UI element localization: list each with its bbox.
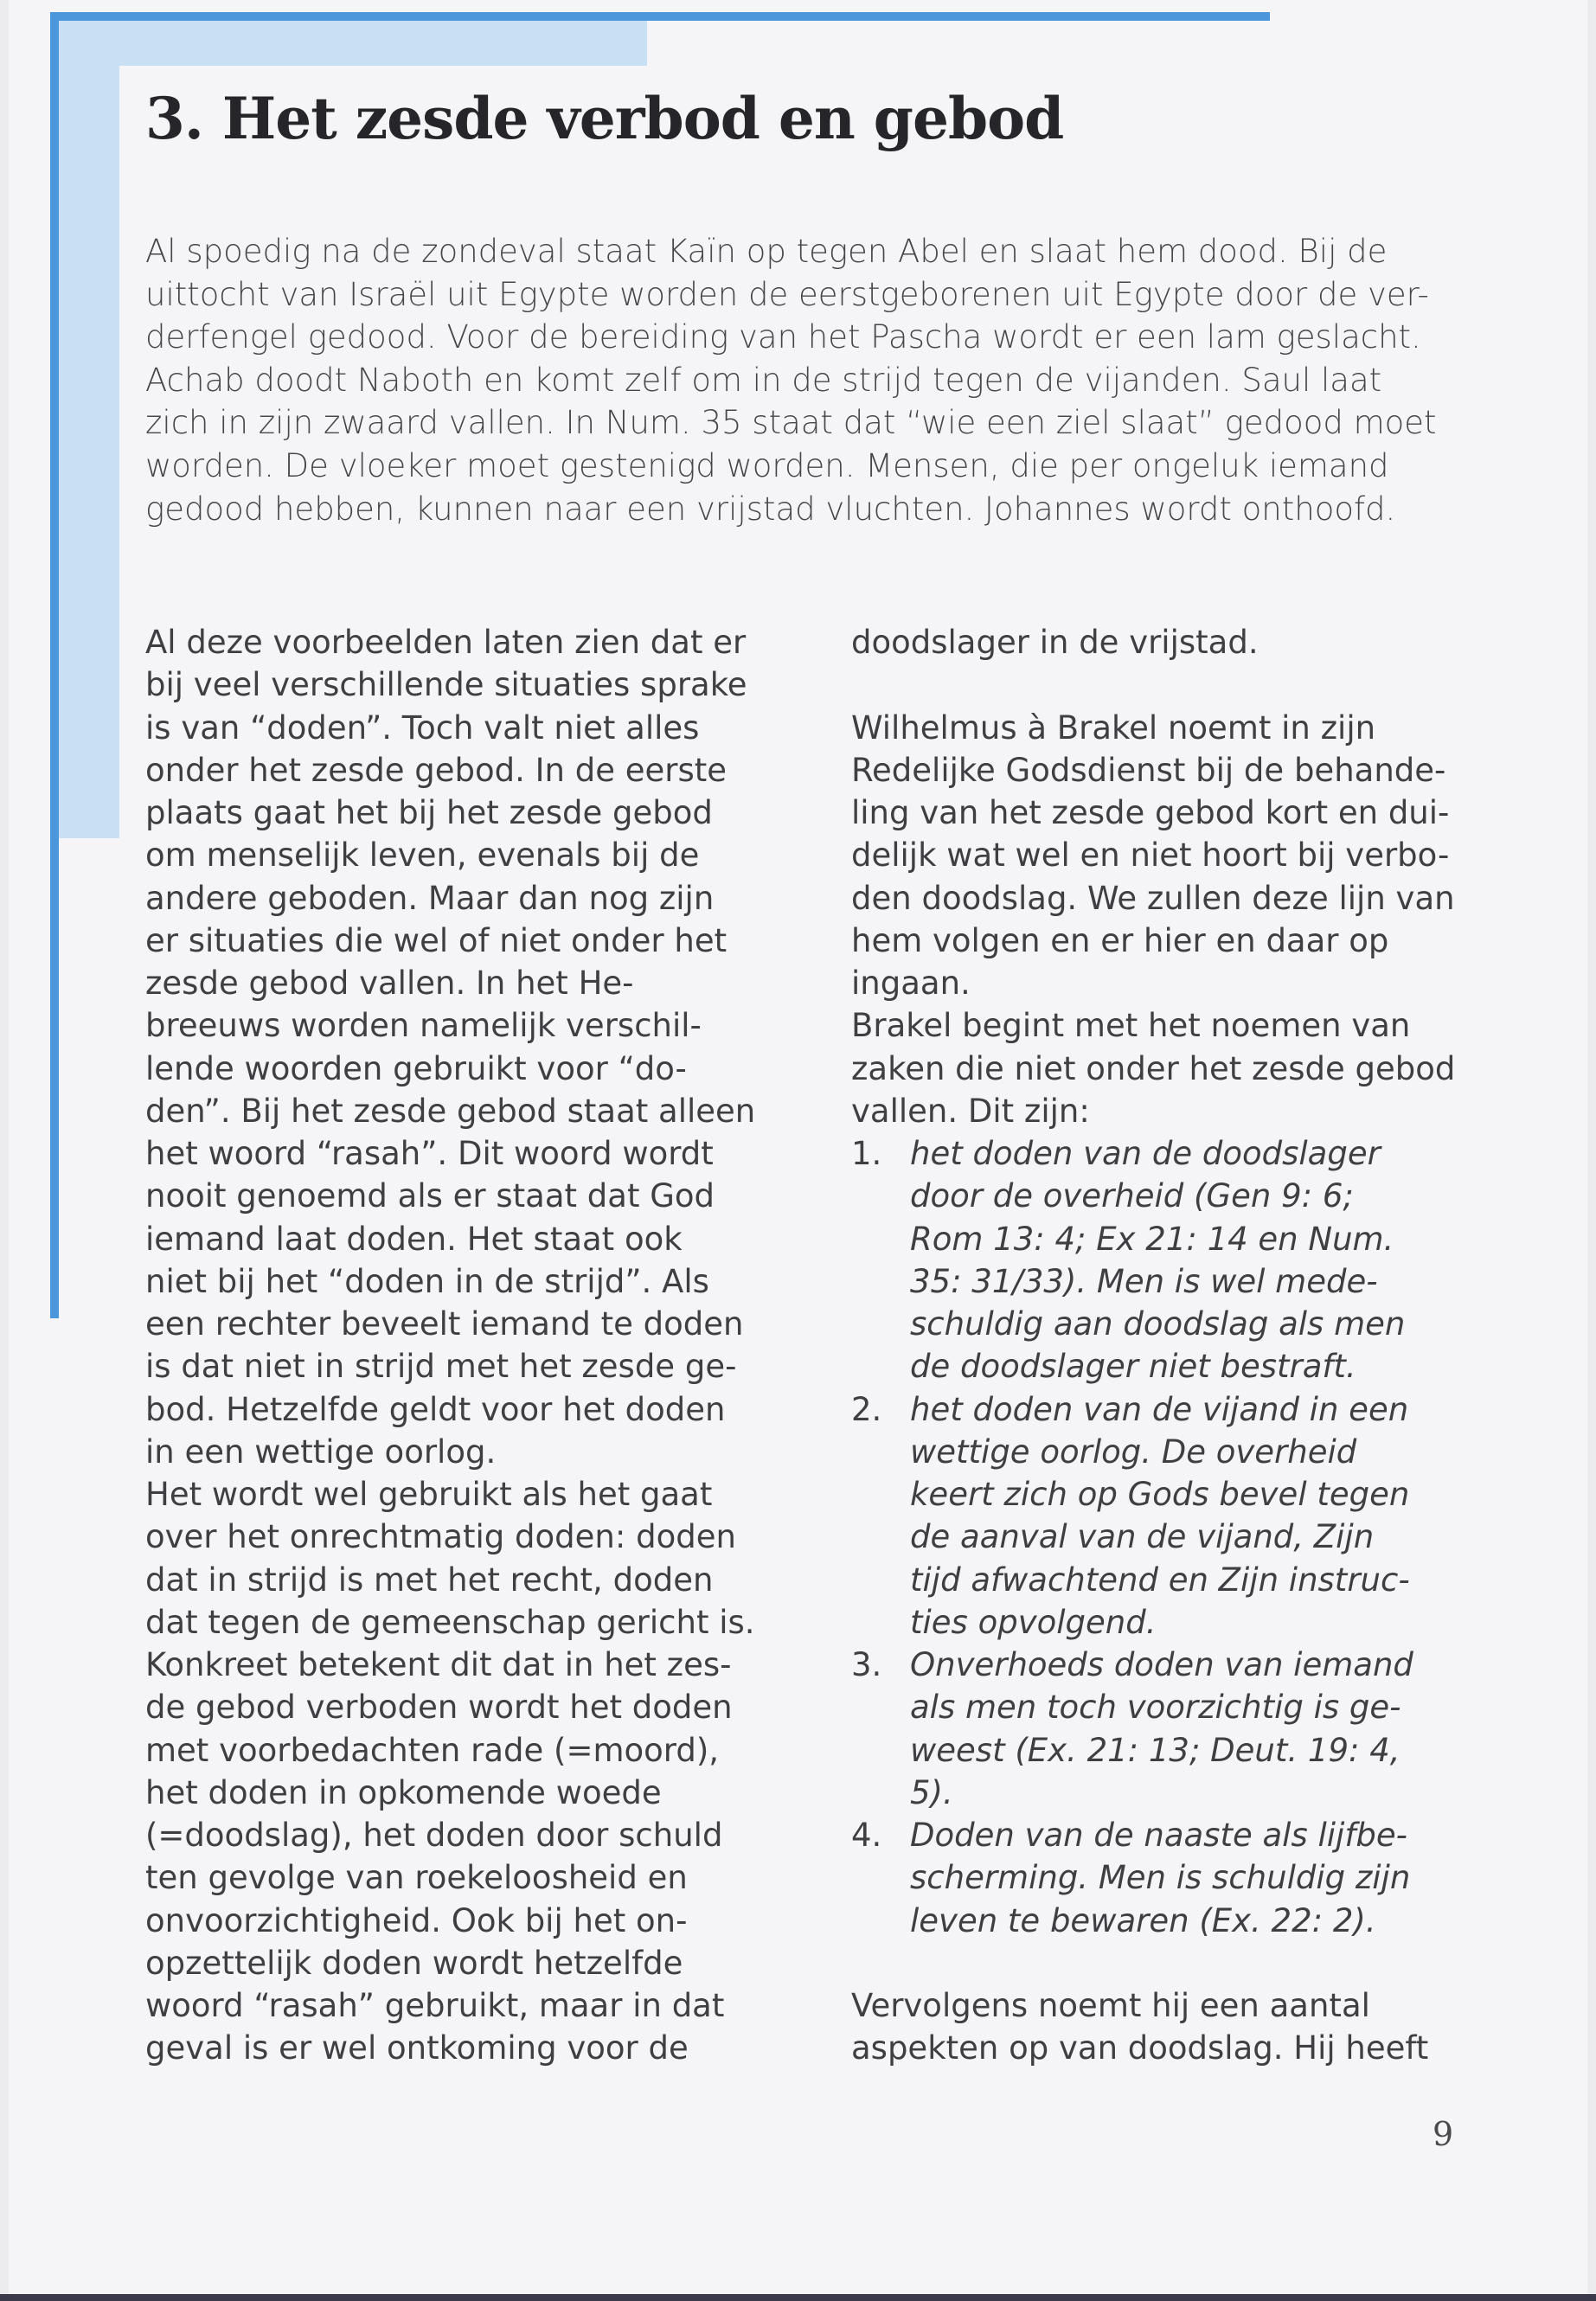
body-line: ingaan. (851, 965, 971, 1002)
list-item-line: schuldig aan doodslag als men (910, 1305, 1406, 1343)
left-column (145, 621, 803, 2070)
body-line: bij veel verschillende situaties sprake (145, 666, 747, 704)
list-item (851, 1644, 1474, 1814)
intro-paragraph (145, 230, 1469, 530)
page-number: 9 (1433, 2115, 1454, 2153)
list-item-number: 3. (851, 1646, 882, 1683)
body-line: niet bij het “doden in de strijd”. Als (145, 1262, 709, 1300)
body-line: het woord “rasah”. Dit woord wordt (145, 1135, 714, 1172)
list-item-line: 5). (910, 1773, 953, 1811)
body-line: (=doodslag), het doden door schuld (145, 1817, 723, 1854)
body-line: delijk wat wel en niet hoort bij verbo- (851, 836, 1450, 875)
accent-rule-left (50, 12, 59, 1318)
intro-line: uittocht van Israël uit Egypte worden de eerstgeborenen uit Egypte door de ver- (145, 275, 1429, 313)
body-line: het doden in opkomende woede (145, 1773, 662, 1811)
body-line: dat tegen de gemeenschap gericht is. (145, 1603, 755, 1641)
body-line: in een wettige oorlog. (145, 1433, 497, 1471)
body-line: iemand laat doden. Het staat ook (145, 1220, 683, 1258)
list-item-line: het doden van de doodslager (910, 1135, 1381, 1172)
body-line: Redelijke Godsdienst bij de behande- (851, 751, 1446, 789)
accent-panel-left (59, 21, 119, 838)
body-line: den doodslag. We zullen deze lijn van (851, 879, 1455, 917)
body-line: aspekten op van doodslag. Hij heeft (851, 2029, 1429, 2067)
accent-rule-top (50, 12, 1270, 21)
list-item-line: de doodslager niet bestraft. (910, 1348, 1356, 1386)
list-item-line: het doden van de vijand in een (910, 1390, 1409, 1428)
intro-line: Al spoedig na de zondeval staat Kaïn op tegen Abel en slaat hem dood. Bij de (145, 233, 1388, 270)
chapter-title: 3. Het zesde verbod en gebod (145, 85, 1064, 152)
list-item-line: wettige oorlog. De overheid (910, 1433, 1357, 1471)
list-item-number: 2. (851, 1390, 882, 1428)
paragraph-gap (851, 663, 1474, 706)
page-edge-shadow (0, 2294, 1596, 2301)
body-line: Al deze voorbeelden laten zien dat er (145, 624, 747, 661)
intro-line: zich in zijn zwaard vallen. In Num. 35 staat dat “wie een ziel slaat” gedood moet (145, 404, 1437, 442)
body-line: een rechter beveelt iemand te doden (145, 1305, 744, 1343)
list-item (851, 1388, 1474, 1644)
accent-panel-top (59, 21, 647, 66)
body-line: andere geboden. Maar dan nog zijn (145, 879, 715, 917)
list-item-line: 35: 31/33). Men is wel mede- (910, 1262, 1378, 1300)
body-line: met voorbedachten rade (=moord), (145, 1731, 720, 1769)
list-item-line: ties opvolgend. (910, 1603, 1157, 1641)
body-line: woord “rasah” gebruikt, maar in dat (145, 1987, 725, 2024)
body-line: om menselijk leven, evenals bij de (145, 836, 700, 875)
list-item-line: Rom 13: 4; Ex 21: 14 en Num. (910, 1220, 1394, 1258)
list-item (851, 1814, 1474, 1942)
intro-line: derfengel gedood. Voor de bereiding van het Pascha wordt er een lam geslacht. (145, 318, 1421, 356)
body-line: is van “doden”. Toch valt niet alles (145, 708, 700, 747)
body-line: den”. Bij het zesde gebod staat alleen (145, 1092, 756, 1130)
list-item-line: door de overheid (Gen 9: 6; (910, 1177, 1354, 1215)
intro-line: worden. De vloeker moet gestenigd worden. Mensen, die per ongeluk iemand (145, 446, 1389, 484)
body-line: is dat niet in strijd met het zesde ge- (145, 1348, 737, 1386)
list-item-line: als men toch voorzichtig is ge- (910, 1689, 1401, 1727)
list-item-number: 1. (851, 1135, 882, 1172)
body-line: lende woorden gebruikt voor “do- (145, 1049, 687, 1087)
body-line: Vervolgens noemt hij een aantal (851, 1987, 1370, 2024)
list-item-line: Onverhoeds doden van iemand (910, 1646, 1413, 1683)
body-line: Konkreet betekent dit dat in het zes- (145, 1646, 732, 1683)
body-line: over het onrechtmatig doden: doden (145, 1518, 736, 1556)
body-line: breeuws worden namelijk verschil- (145, 1007, 702, 1045)
list-item-line: Doden van de naaste als lijfbe- (910, 1817, 1407, 1854)
list-item-line: weest (Ex. 21: 13; Deut. 19: 4, (910, 1731, 1401, 1769)
body-line: de gebod verboden wordt het doden (145, 1689, 733, 1727)
body-line: onvoorzichtigheid. Ook bij het on- (145, 1901, 688, 1939)
body-line: Het wordt wel gebruikt als het gaat (145, 1476, 713, 1513)
body-line: ten gevolge van roekeloosheid en (145, 1859, 688, 1897)
body-line: vallen. Dit zijn: (851, 1092, 1090, 1130)
list-item-line: de aanval van de vijand, Zijn (910, 1518, 1375, 1556)
body-line: zesde gebod vallen. In het He- (145, 965, 634, 1002)
body-line: ling van het zesde gebod kort en dui- (851, 794, 1450, 831)
body-line: opzettelijk doden wordt hetzelfde (145, 1944, 683, 1982)
body-line: nooit genoemd als er staat dat God (145, 1177, 715, 1215)
list-item-line: scherming. Men is schuldig zijn (910, 1859, 1411, 1897)
list-item-line: keert zich op Gods bevel tegen (910, 1476, 1410, 1513)
body-line: plaats gaat het bij het zesde gebod (145, 794, 713, 831)
body-line: Wilhelmus à Brakel noemt in zijn (851, 708, 1376, 747)
body-line: bod. Hetzelfde geldt voor het doden (145, 1390, 726, 1428)
body-line: dat in strijd is met het recht, doden (145, 1561, 714, 1599)
body-line: geval is er wel ontkoming voor de (145, 2029, 689, 2067)
body-line: zaken die niet onder het zesde gebod (851, 1049, 1456, 1087)
intro-line: gedood hebben, kunnen naar een vrijstad vluchten. Johannes wordt onthoofd. (145, 490, 1396, 528)
body-line: er situaties die wel of niet onder het (145, 921, 727, 959)
right-column (851, 621, 1474, 2070)
intro-line: Achab doodt Naboth en komt zelf om in de strijd tegen de vijanden. Saul laat (145, 361, 1382, 399)
body-line: Brakel begint met het noemen van (851, 1007, 1411, 1045)
list-item (851, 1132, 1474, 1388)
paragraph-gap (851, 1942, 1474, 1984)
list-item-line: tijd afwachtend en Zijn instruc- (910, 1561, 1410, 1599)
list-item-number: 4. (851, 1817, 882, 1854)
body-line: doodslager in de vrijstad. (851, 624, 1259, 661)
list-item-line: leven te bewaren (Ex. 22: 2). (910, 1901, 1376, 1939)
body-line: hem volgen en er hier en daar op (851, 921, 1389, 959)
body-line: onder het zesde gebod. In de eerste (145, 751, 727, 789)
